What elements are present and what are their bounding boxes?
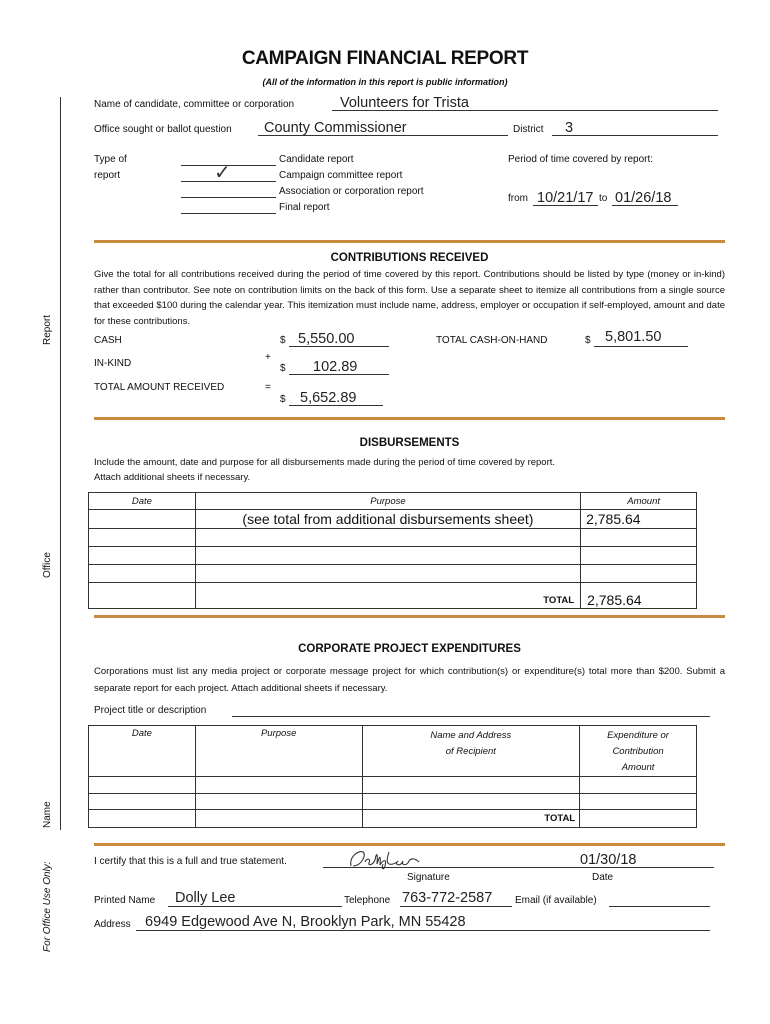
corporate-total-label: TOTAL [362, 810, 580, 828]
table-row [89, 529, 697, 547]
side-label-office: Office [42, 552, 53, 578]
check-mark-icon: ✓ [214, 162, 231, 184]
cash-on-hand-line [594, 346, 688, 347]
district-label: District [513, 124, 544, 135]
total-received-dollar: $ [280, 394, 286, 405]
corporate-column-purpose: Purpose [195, 726, 362, 777]
candidate-name-label: Name of candidate, committee or corporation [94, 99, 295, 110]
table-cell [89, 583, 196, 609]
column-header-purpose: Purpose [195, 493, 580, 510]
table-cell[interactable] [89, 777, 196, 794]
table-cell[interactable] [195, 565, 580, 583]
column-header-amount: Amount [581, 493, 697, 510]
corporate-heading: CORPORATE PROJECT EXPENDITURES [298, 643, 521, 655]
table-cell [89, 810, 196, 828]
table-row [89, 794, 697, 810]
table-row [89, 565, 697, 583]
corporate-table [88, 725, 697, 828]
page-subtitle: (All of the information in this report is public information) [262, 77, 508, 87]
corporate-column-amount-line1: Expenditure or [607, 730, 669, 741]
certify-statement: I certify that this is a full and true statement. [94, 856, 287, 867]
side-label-name: Name [42, 801, 53, 828]
report-type-label: Type of [94, 154, 127, 165]
table-cell[interactable] [89, 794, 196, 810]
corporate-column-recipient-line2: of Recipient [445, 746, 496, 757]
disbursements-heading: DISBURSEMENTS [359, 437, 460, 449]
signature-scribble-icon [345, 844, 425, 872]
corporate-instructions: Corporations must list any media project or corporate message project for which contribution(s) or expenditure(s) total more than $200. Submit a separate report for each project. Attach additional sheets if necessary. [94, 666, 725, 694]
table-header-row [89, 493, 697, 510]
table-cell[interactable] [362, 794, 580, 810]
corporate-column-amount-line2: Contribution [612, 746, 664, 757]
equals-sign: = [265, 382, 271, 393]
signature-date-value[interactable]: 01/30/18 [580, 852, 637, 868]
table-cell[interactable] [195, 794, 362, 810]
table-cell[interactable] [581, 565, 697, 583]
table-cell[interactable] [89, 529, 196, 547]
table-row [89, 777, 697, 794]
telephone-line [400, 906, 512, 907]
email-label: Email (if available) [515, 895, 597, 906]
office-sought-value[interactable]: County Commissioner [264, 120, 407, 136]
corporate-total-value[interactable] [580, 810, 697, 828]
total-received-value[interactable]: 5,652.89 [300, 390, 357, 406]
contributions-heading: CONTRIBUTIONS RECEIVED [330, 252, 489, 264]
cash-on-hand-value[interactable]: 5,801.50 [605, 329, 662, 345]
table-cell[interactable] [195, 777, 362, 794]
inkind-value[interactable]: 102.89 [313, 359, 358, 375]
signature-label: Signature [407, 872, 450, 883]
printed-name-value[interactable]: Dolly Lee [175, 890, 236, 906]
association-report-blank[interactable] [181, 197, 276, 198]
table-row [89, 510, 697, 529]
disbursements-table [88, 492, 697, 609]
cash-on-hand-dollar: $ [585, 335, 591, 346]
committee-report-option: Campaign committee report [279, 170, 403, 181]
inkind-label: IN-KIND [94, 358, 132, 369]
disbursements-total-value[interactable]: 2,785.64 [581, 583, 697, 609]
table-cell[interactable] [362, 777, 580, 794]
telephone-value[interactable]: 763-772-2587 [402, 890, 493, 906]
signature-image[interactable] [345, 844, 425, 875]
side-label-report: Report [42, 314, 53, 345]
table-cell[interactable] [89, 510, 196, 529]
side-label-office-use: For Office Use Only: [42, 861, 53, 952]
printed-name-label: Printed Name [94, 895, 156, 906]
corporate-column-amount-line3: Amount [621, 762, 655, 773]
cash-on-hand-label: TOTAL CASH-ON-HAND [436, 335, 548, 346]
corporate-column-date: Date [89, 726, 196, 777]
signature-date-line [573, 867, 714, 868]
contributions-instructions: Give the total for all contributions received during the period of time covered by this report. Contributions should be listed by type (money or in-kind) rather than contributor. See note on contribution limits on the back of this form. Use a separate sheet to itemize all contributions from a single source that exceeded $100 during the calendar year. This itemization must include name, address, employer or occupation if self-employed, amount and date for these contributions. [94, 269, 725, 327]
corporate-column-recipient-line1: Name and Address [430, 730, 512, 741]
office-sought-label: Office sought or ballot question [94, 124, 232, 135]
district-line [552, 135, 718, 136]
telephone-label: Telephone [344, 895, 391, 906]
district-value[interactable]: 3 [565, 120, 574, 136]
cash-label: CASH [94, 335, 122, 346]
period-to-value[interactable]: 01/26/18 [615, 190, 672, 206]
disbursement-purpose-cell[interactable]: (see total from additional disbursements sheet) [195, 510, 580, 529]
cash-value[interactable]: 5,550.00 [298, 331, 355, 347]
address-label: Address [94, 919, 131, 930]
plus-sign: + [265, 352, 271, 363]
project-title-line[interactable] [232, 716, 710, 717]
table-cell[interactable] [580, 777, 697, 794]
column-header-date: Date [89, 493, 196, 510]
email-line[interactable] [609, 906, 710, 907]
period-to-label: to [599, 193, 608, 204]
table-cell[interactable] [195, 547, 580, 565]
table-cell[interactable] [195, 529, 580, 547]
printed-name-line [168, 906, 342, 907]
association-report-option: Association or corporation report [279, 186, 424, 197]
final-report-blank[interactable] [181, 213, 276, 214]
disbursement-amount-cell[interactable]: 2,785.64 [581, 510, 697, 529]
section-divider [94, 615, 725, 618]
project-title-label: Project title or description [94, 705, 207, 716]
table-cell[interactable] [581, 547, 697, 565]
final-report-option: Final report [279, 202, 330, 213]
corporate-column-recipient [362, 726, 580, 777]
table-total-row [89, 810, 697, 828]
disbursements-instructions: Include the amount, date and purpose for all disbursements made during the period of time covered by report. [94, 457, 556, 468]
table-total-row [89, 583, 697, 609]
side-divider [60, 97, 61, 830]
address-value[interactable]: 6949 Edgewood Ave N, Brooklyn Park, MN 55428 [145, 914, 466, 930]
disbursements-total-label: TOTAL [195, 583, 580, 609]
date-label: Date [592, 872, 614, 883]
table-cell[interactable] [89, 565, 196, 583]
total-received-label: TOTAL AMOUNT RECEIVED [94, 382, 225, 393]
inkind-dollar: $ [280, 363, 286, 374]
table-row [89, 547, 697, 565]
candidate-report-option: Candidate report [279, 154, 354, 165]
period-from-label: from [508, 193, 528, 204]
report-type-label-2: report [94, 170, 121, 181]
period-from-value[interactable]: 10/21/17 [537, 190, 594, 206]
period-label: Period of time covered by report: [508, 154, 654, 165]
page-title: CAMPAIGN FINANCIAL REPORT [241, 48, 529, 69]
table-cell[interactable] [580, 794, 697, 810]
section-divider [94, 240, 725, 243]
cash-dollar: $ [280, 335, 286, 346]
table-cell [195, 810, 362, 828]
disbursements-instructions-2: Attach additional sheets if necessary. [94, 472, 251, 483]
table-header-row [89, 726, 697, 777]
table-cell[interactable] [89, 547, 196, 565]
table-cell[interactable] [581, 529, 697, 547]
address-line [136, 930, 710, 931]
corporate-column-amount [580, 726, 697, 777]
candidate-name-value[interactable]: Volunteers for Trista [340, 95, 469, 111]
section-divider [94, 417, 725, 420]
